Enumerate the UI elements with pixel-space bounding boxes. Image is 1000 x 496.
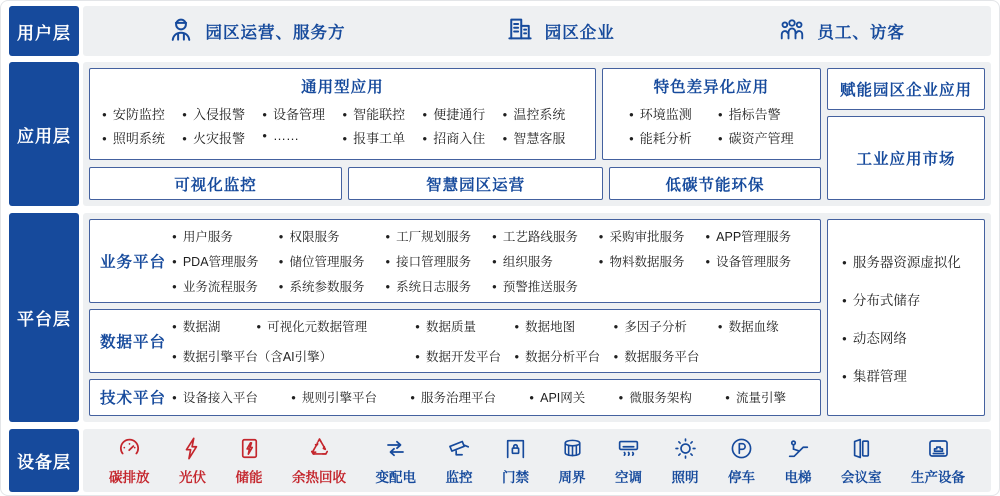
tech-platform-title: 技术平台 [99, 390, 166, 408]
platform-service-item: ● 权限服务 [279, 227, 386, 245]
platform-service-item: ● 工厂规划服务 [385, 227, 492, 245]
platform-service-item: ● 数据质量 [415, 317, 514, 335]
platform-service-item: ● 用户服务 [172, 227, 279, 245]
platform-service-item: ● 设备管理服务 [705, 252, 812, 270]
device-label: 空调 [615, 469, 642, 485]
device-item [559, 436, 586, 486]
bolt-icon [180, 436, 205, 464]
platform-service-item: ● 可视化元数据管理 [256, 317, 415, 335]
scene-box [348, 167, 603, 200]
app-item: ● 设备管理 [262, 104, 342, 123]
application-top-boxes [89, 68, 821, 160]
app-item: ● 便捷通行 [422, 104, 502, 123]
gauge-icon [117, 436, 142, 464]
device-label: 光伏 [179, 469, 206, 485]
general-apps-box [89, 68, 596, 160]
scene-title: 可视化监控 [174, 176, 257, 194]
device-layer-band [83, 429, 991, 492]
app-item: ● 安防监控 [102, 104, 182, 123]
data-platform-title: 数据平台 [99, 333, 166, 351]
device-item [911, 436, 965, 486]
application-scene-boxes [89, 167, 821, 200]
special-apps-title: 特色差异化应用 [653, 79, 770, 96]
platform-service-item: ● 工艺路线服务 [492, 227, 599, 245]
platform-service-item: ● PDA管理服务 [172, 252, 279, 270]
device-item [841, 436, 882, 486]
platform-service-item: ● APP管理服务 [705, 227, 812, 245]
app-item: ● 能耗分析 [629, 128, 692, 147]
platform-service-item: ● 采购审批服务 [599, 227, 706, 245]
escalator-icon [786, 436, 811, 464]
people-icon [777, 14, 807, 49]
app-item: ● 智慧客服 [503, 128, 583, 147]
device-label: 生产设备 [911, 469, 965, 485]
layer-label-platform: 平台层 [9, 213, 79, 422]
device-label: 会议室 [841, 469, 882, 485]
user-group [691, 6, 991, 56]
scene-box [89, 167, 342, 200]
app-item: ● 温控系统 [503, 104, 583, 123]
platform-service-item: ● 数据血缘 [718, 317, 812, 335]
data-platform-box [89, 309, 821, 373]
layer-label-device: 设备层 [9, 429, 79, 492]
scene-box [609, 167, 821, 200]
user-layer-band [83, 6, 991, 56]
platform-service-item: ● 预警推送服务 [492, 277, 599, 295]
business-platform-list [172, 227, 812, 295]
app-item: ● 智能联控 [342, 104, 422, 123]
platform-service-item: ● 数据分析平台 [514, 347, 613, 365]
platform-service-item: ● 微服务架构 [619, 388, 692, 406]
platform-service-item: ● 系统日志服务 [385, 277, 492, 295]
layer-label-user: 用户层 [9, 6, 79, 56]
device-label: 变配电 [375, 469, 416, 485]
general-apps-title: 通用型应用 [301, 79, 384, 96]
door-icon [849, 436, 874, 464]
device-label: 电梯 [784, 469, 812, 485]
data-platform-list [172, 317, 812, 365]
infrastructure-box [827, 219, 985, 416]
user-group [428, 6, 691, 56]
device-item [672, 436, 699, 486]
infrastructure-item: ● 动态网络 [842, 327, 984, 347]
device-item [376, 436, 417, 486]
platform-service-item: ● 数据地图 [514, 317, 613, 335]
application-right-column [827, 68, 985, 200]
tech-platform-list [172, 388, 812, 406]
platform-service-item: ● API网关 [529, 388, 585, 406]
user-group-label: 园区企业 [544, 24, 615, 42]
platform-service-item: ● 系统参数服务 [279, 277, 386, 295]
app-item: ● 碳资产管理 [718, 128, 794, 147]
device-item [236, 436, 263, 486]
application-layer-band [83, 62, 991, 206]
platform-service-item: ● 业务流程服务 [172, 277, 279, 295]
perimeter-icon [560, 436, 585, 464]
platform-service-item: ● 组织服务 [492, 252, 599, 270]
scene-title: 低碳节能环保 [665, 176, 765, 194]
tech-platform-box [89, 379, 821, 416]
platform-service-item: ● 多因子分析 [614, 317, 718, 335]
platform-service-item: ● 数据引擎平台（含AI引擎） [172, 347, 415, 365]
device-item [502, 436, 529, 486]
infrastructure-item: ● 服务器资源虚拟化 [842, 251, 984, 271]
platform-service-item: ● 储位管理服务 [279, 252, 386, 270]
platform-layer-row [9, 213, 991, 422]
user-group-label: 员工、访客 [817, 24, 905, 42]
special-apps-list [613, 98, 810, 153]
industrial-app-market-box [827, 116, 985, 200]
platform-service-item: ● 数据服务平台 [614, 347, 718, 365]
application-main-column [89, 68, 821, 200]
general-apps-list [102, 98, 583, 153]
special-apps-box [602, 68, 821, 160]
business-platform-title: 业务平台 [99, 253, 166, 271]
app-item: ● 入侵报警 [182, 104, 262, 123]
device-item [109, 436, 150, 486]
platform-service-item: ● 设备接入平台 [172, 388, 258, 406]
device-label: 照明 [671, 469, 699, 485]
layer-label-application: 应用层 [9, 62, 79, 206]
door-lock-icon [503, 436, 528, 464]
device-item [615, 436, 642, 486]
platform-service-item: ● 服务治理平台 [410, 388, 496, 406]
camera-icon [447, 436, 472, 464]
device-label: 储能 [235, 469, 263, 485]
ac-icon [616, 436, 641, 464]
app-item: ● …… [262, 128, 342, 147]
app-item: ● 环境监测 [629, 104, 692, 123]
device-layer-row [9, 429, 991, 492]
device-label: 门禁 [502, 469, 529, 485]
user-layer-row [9, 6, 991, 56]
industrial-app-market-title: 工业应用市场 [856, 151, 956, 168]
device-item [728, 436, 755, 486]
device-label: 余热回收 [292, 469, 346, 485]
platform-service-item: ● 数据开发平台 [415, 347, 514, 365]
device-item [179, 436, 206, 486]
recycle-icon [307, 436, 332, 464]
power-arrows-icon [383, 436, 408, 464]
business-platform-box [89, 219, 821, 303]
platform-service-item: ● 规则引擎平台 [291, 388, 377, 406]
platform-service-item: ● 数据湖 [172, 317, 256, 335]
application-layer-row [9, 62, 991, 206]
device-item [446, 436, 473, 486]
app-item: ● 招商入住 [422, 128, 502, 147]
platform-layer-band [83, 213, 991, 422]
infrastructure-item: ● 集群管理 [842, 365, 984, 385]
app-item: ● 指标告警 [718, 104, 794, 123]
machine-icon [926, 436, 951, 464]
user-group-label: 园区运营、服务方 [205, 24, 346, 42]
device-label: 碳排放 [109, 469, 150, 485]
app-item: ● 照明系统 [102, 128, 182, 147]
device-item [785, 436, 812, 486]
device-label: 停车 [728, 469, 755, 485]
building-icon [505, 14, 535, 49]
device-item [292, 436, 346, 486]
empower-enterprise-title: 赋能园区企业应用 [839, 82, 972, 99]
app-item: ● 报事工单 [342, 128, 422, 147]
platform-service-item: ● 接口管理服务 [385, 252, 492, 270]
scene-title: 智慧园区运营 [426, 176, 526, 194]
device-label: 周界 [558, 469, 586, 485]
app-item: ● 火灾报警 [182, 128, 262, 147]
platform-main-column [89, 219, 821, 416]
infrastructure-item: ● 分布式储存 [842, 289, 984, 309]
empower-enterprise-box [827, 68, 985, 110]
device-label: 监控 [445, 469, 473, 485]
user-group [83, 6, 428, 56]
platform-service-item: ● 物料数据服务 [599, 252, 706, 270]
operator-icon [166, 14, 196, 49]
battery-icon [237, 436, 262, 464]
parking-icon [729, 436, 754, 464]
bulb-icon [673, 436, 698, 464]
platform-service-item: ● 流量引擎 [725, 388, 786, 406]
